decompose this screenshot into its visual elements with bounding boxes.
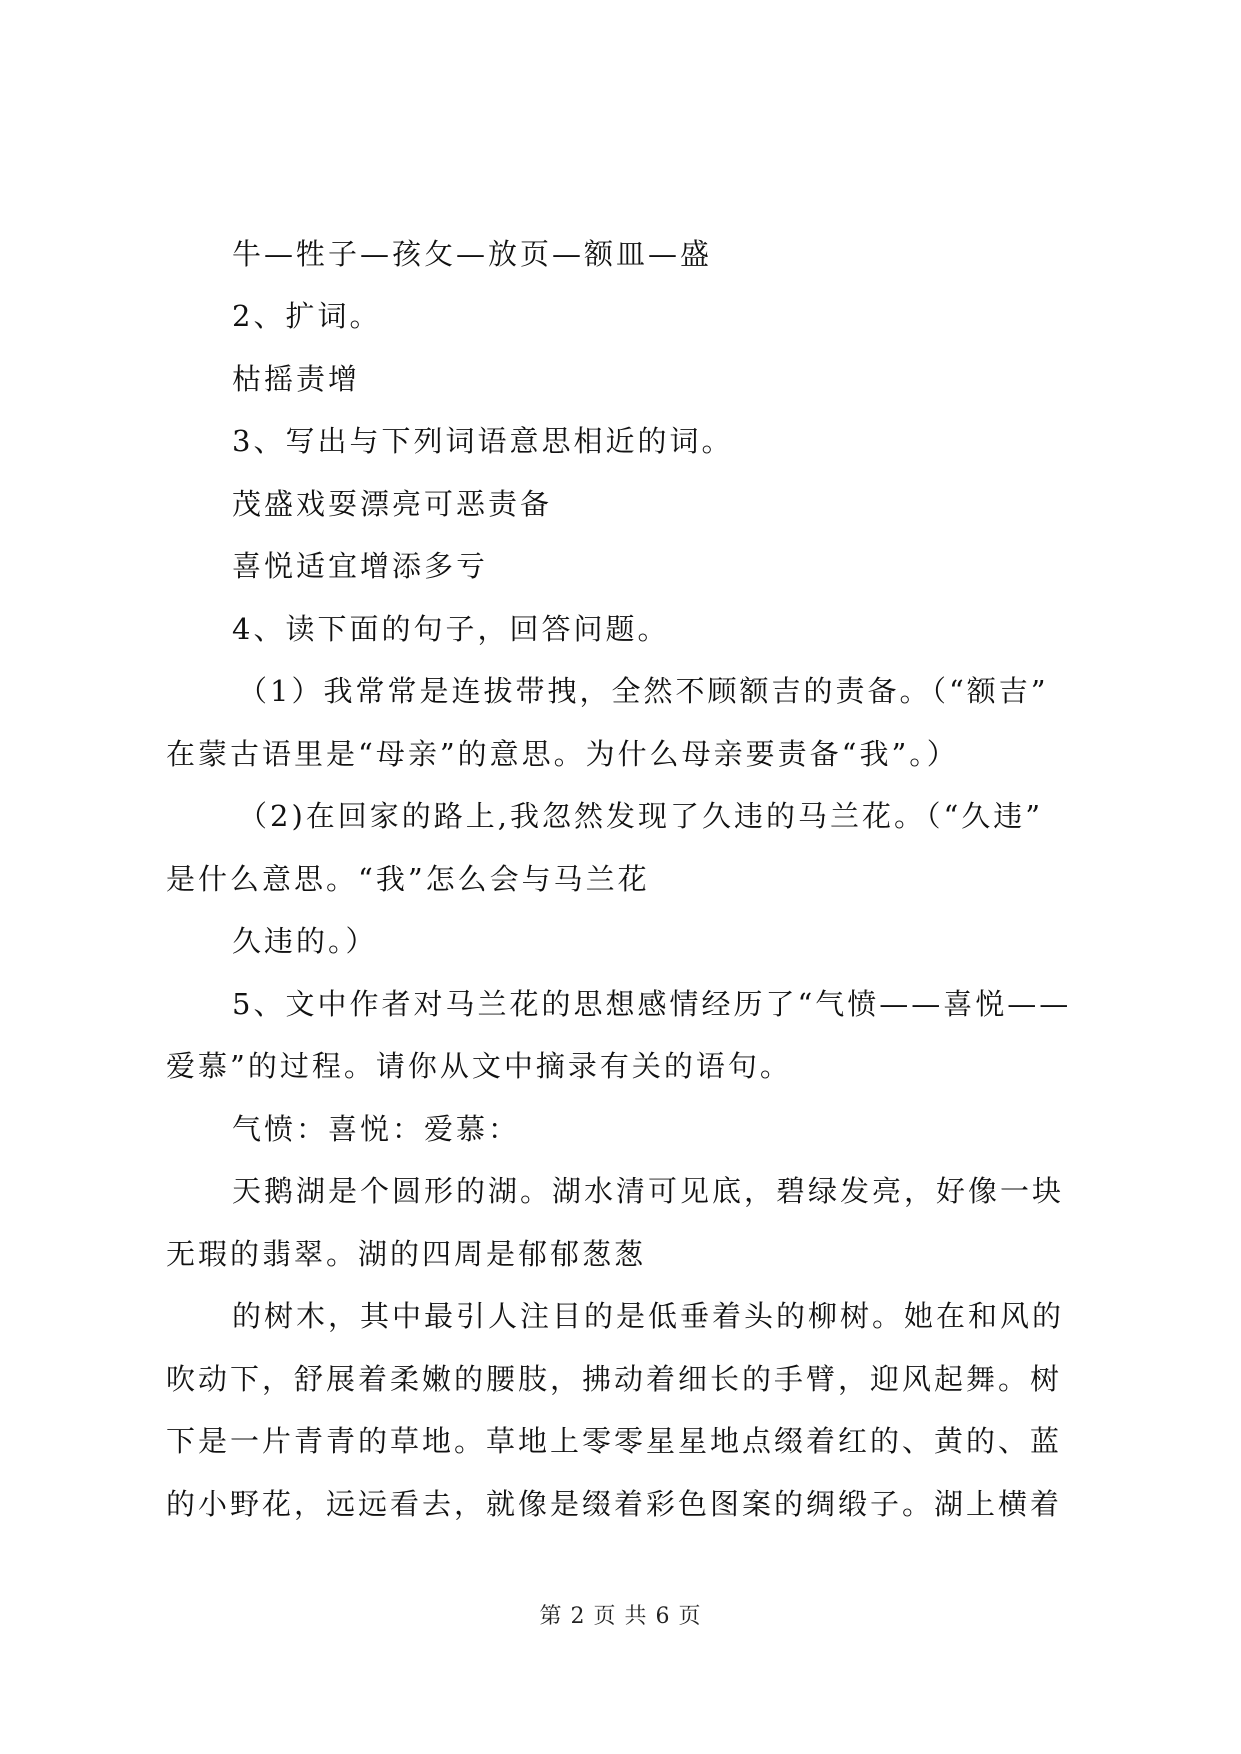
text-line: 5、文中作者对马兰花的思想感情经历了“气愤——喜悦—— — [232, 987, 1072, 1021]
text-line: 久违的。） — [232, 924, 378, 958]
text-line: 3、写出与下列词语意思相近的词。 — [232, 424, 734, 458]
text-line: 气愤：喜悦：爱慕： — [232, 1112, 521, 1146]
text-line: 4、读下面的句子，回答问题。 — [232, 612, 670, 646]
text-line: 吹动下，舒展着柔嫩的腰肢，拂动着细长的手臂，迎风起舞。树 — [166, 1362, 1063, 1396]
text-line: 是什么意思。“我”怎么会与马兰花 — [166, 862, 650, 896]
text-line: （2)在回家的路上,我忽然发现了久违的马兰花。（“久违” — [238, 799, 1044, 833]
text-line: 喜悦适宜增添多亏 — [232, 549, 489, 583]
text-line: 的树木，其中最引人注目的是低垂着头的柳树。她在和风的 — [232, 1299, 1065, 1333]
text-line: 在蒙古语里是“母亲”的意思。为什么母亲要责备“我”。） — [166, 737, 959, 771]
text-line: 下是一片青青的草地。草地上零零星星地点缀着红的、黄的、蓝 — [166, 1424, 1063, 1458]
text-line: 2、扩词。 — [232, 299, 382, 333]
text-line: 爱慕”的过程。请你从文中摘录有关的语句。 — [166, 1049, 792, 1083]
text-line: 茂盛戏耍漂亮可恶责备 — [232, 487, 553, 521]
text-line: 牛—牲子—孩攵—放页—额皿—盛 — [232, 237, 713, 271]
text-line: 枯摇责增 — [232, 362, 361, 396]
text-line: 的小野花，远远看去，就像是缀着彩色图案的绸缎子。湖上横着 — [166, 1487, 1063, 1521]
text-line: 无瑕的翡翠。湖的四周是郁郁葱葱 — [166, 1237, 647, 1271]
text-line: （1）我常常是连拔带拽，全然不顾额吉的责备。（“额吉” — [238, 674, 1049, 708]
page-number-footer: 第 2 页 共 6 页 — [539, 1604, 702, 1629]
text-line: 天鹅湖是个圆形的湖。湖水清可见底，碧绿发亮，好像一块 — [232, 1174, 1065, 1208]
